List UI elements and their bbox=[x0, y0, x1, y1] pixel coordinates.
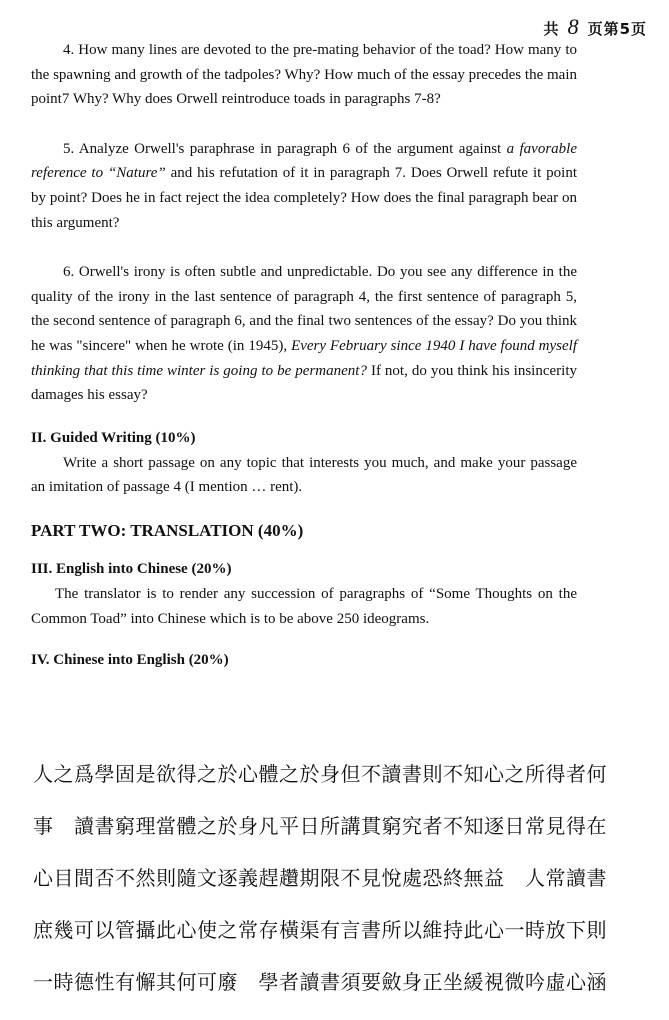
chinese-line: 一時德性有懈其何可廢 學者讀書須要斂身正坐緩視微吟虛心涵 bbox=[33, 970, 607, 994]
header-page-label: 页第5页 bbox=[587, 20, 647, 38]
section-2-heading: II. Guided Writing (10%) bbox=[31, 429, 196, 446]
question-4: 4. How many lines are devoted to the pre-mating behavior of the toad? How many to the spawning and growth of the tadpoles? Why? How much of the essay precedes the main point7 Why? Why does Orwell reintroduce toads in paragraphs 7-8? bbox=[31, 42, 577, 108]
part-two-heading: PART TWO: TRANSLATION (40%) bbox=[31, 520, 304, 540]
chinese-line: 事 讀書窮理當體之於身凡平日所講貫窮究者不知逐日常見得在 bbox=[33, 814, 607, 838]
chinese-line: 人之爲學固是欲得之於心體之於身但不讀書則不知心之所得者何 bbox=[33, 762, 607, 786]
question-6-italic: Every February since 1940 I have found myself thinking that this time winter is going to be permanent? bbox=[31, 337, 577, 379]
question-6-text-a: 6. Orwell's irony is often subtle and unpredictable. Do you see any difference in the quality of the irony in the last sentence of paragraph 4, the first sentence of paragraph 5, the second sentence of paragraph 6, and the final two sentences of the essay? Do you think he was "sincere" when he wrote (in 1945), bbox=[31, 264, 577, 354]
header-total-prefix: 共 bbox=[543, 20, 560, 38]
section-3-text: The translator is to render any succession of paragraphs of “Some Thoughts on the Common Toad” into Chinese which is to be above 250 ideograms. bbox=[31, 585, 577, 627]
section-2-text: Write a short passage on any topic that interests you much, and make your passage an imitation of passage 4 (I mention … rent). bbox=[31, 454, 577, 495]
section-english-into-chinese bbox=[31, 561, 577, 632]
question-6 bbox=[31, 260, 577, 408]
section-3-heading: III. English into Chinese (20%) bbox=[31, 560, 232, 577]
header-total-number: 8 bbox=[567, 14, 580, 39]
question-5-text-b: and his refutation of it in paragraph 7. Does Orwell refute it point by point? Does he in fact reject the idea completely? How does the final paragraph bear on this argument? bbox=[31, 165, 577, 231]
question-5-text-a: 5. Analyze Orwell's paraphrase in paragraph 6 of the argument against bbox=[63, 140, 507, 157]
document-body bbox=[31, 38, 577, 669]
chinese-line: 庶幾可以管攝此心使之常存橫渠有言書所以維持此心一時放下則 bbox=[33, 918, 607, 942]
chinese-line: 心目間否不然則隨文逐義趕趲期限不見悅處恐終無益 人常讀書 bbox=[33, 866, 607, 890]
question-6-text-b: If not, do you think his insincerity damages his essay? bbox=[31, 362, 577, 404]
section-chinese-into-english bbox=[31, 652, 577, 669]
question-5-italic: a favorable reference to “Nature” bbox=[31, 140, 577, 182]
page-header bbox=[544, 14, 647, 40]
chinese-passage bbox=[33, 760, 629, 1020]
section-guided-writing bbox=[31, 430, 577, 499]
question-5 bbox=[31, 137, 577, 235]
section-4-heading: IV. Chinese into English (20%) bbox=[31, 651, 229, 668]
